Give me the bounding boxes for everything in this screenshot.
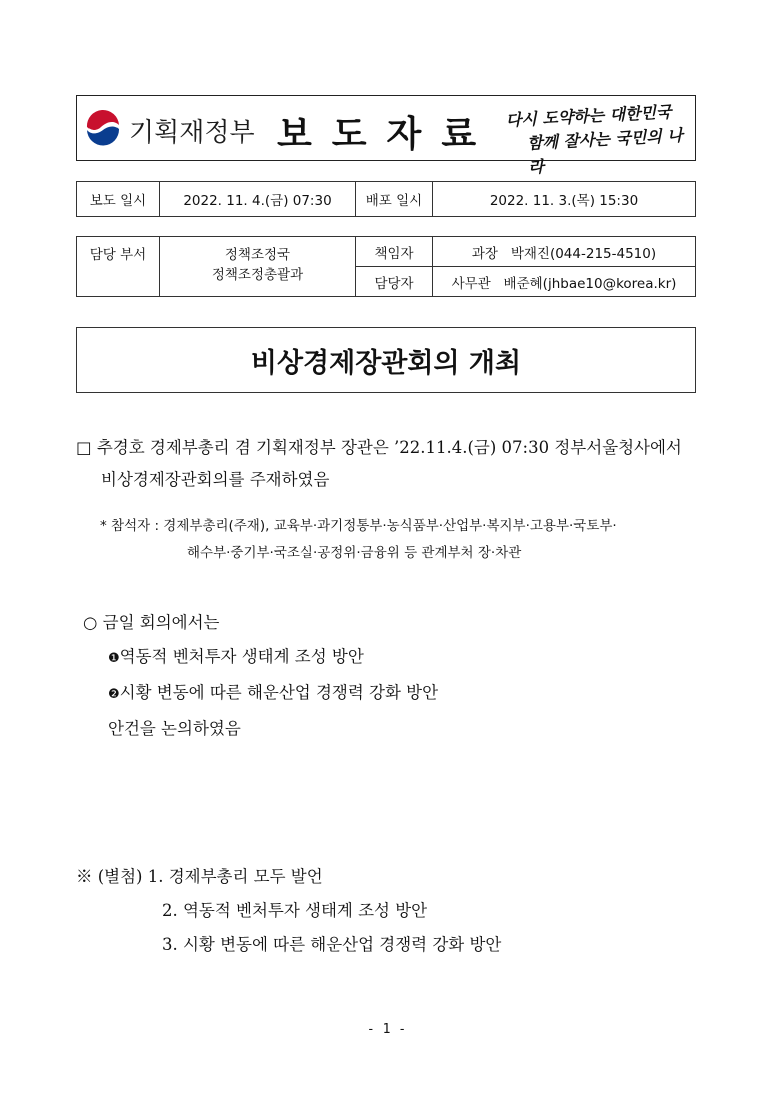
title-box: [76, 327, 696, 393]
slogan-line-1: 다시 도약하는 대한민국: [505, 102, 672, 130]
paragraph-line-1: □ 추경호 경제부총리 겸 기획재정부 장관은 ’22.11.4.(금) 07:30 정부서울청사에서: [76, 438, 682, 457]
ministry-name: 기획재정부: [129, 118, 255, 148]
agenda-item-1-text: 역동적 벤처투자 생태계 조성 방안: [119, 647, 364, 666]
department-value: [160, 237, 356, 297]
department-line-2: 정책조정총괄과: [211, 267, 304, 283]
attendees-note: [100, 513, 705, 567]
agenda-intro: ○ 금일 회의에서는: [83, 613, 220, 632]
attachment-item-2: 2. 역동적 벤처투자 생태계 조성 방안: [162, 901, 428, 920]
government-logo-icon: [83, 109, 123, 149]
release-date-value: 2022. 11. 4.(금) 07:30: [160, 182, 356, 217]
agenda-section: [83, 606, 438, 746]
attachment-item-1: 1. 경제부총리 모두 발언: [147, 867, 323, 886]
distribute-date-value: 2022. 11. 3.(목) 15:30: [433, 182, 696, 217]
contact-label: 담당자: [356, 267, 433, 297]
department-line-1: 정책조정국: [224, 247, 291, 263]
slogan: [505, 99, 693, 181]
note-line-1: * 참석자 : 경제부총리(주재), 교육부·과기정통부·농식품부·산업부·복지부·고용부·국토부·: [100, 518, 617, 534]
agenda-item-2-text: 시황 변동에 따른 해운산업 경쟁력 강화 방안: [119, 683, 439, 702]
agenda-item-1: [83, 640, 438, 676]
page-number: - 1 -: [366, 1022, 407, 1037]
paragraph-line-2: 비상경제장관회의를 주재하였음: [101, 470, 330, 489]
attachment-item-3: 3. 시황 변동에 따른 해운산업 경쟁력 강화 방안: [162, 935, 502, 954]
press-release-title: 보도자료: [277, 114, 497, 155]
contact-info-table: [76, 236, 696, 297]
responsible-value: 과장 박재진(044-215-4510): [433, 237, 696, 267]
note-line-2: 해수부·중기부·국조실·공정위·금융위 등 관계부처 장·차관: [187, 545, 522, 561]
distribute-date-label: 배포 일시: [356, 182, 433, 217]
slogan-line-2: 함께 잘사는 국민의 나라: [526, 125, 684, 177]
department-label: 담당 부서: [77, 237, 160, 297]
number-2-icon: ❷: [108, 687, 120, 702]
attachments-label: ※ (별첨): [76, 867, 148, 886]
release-date-label: 보도 일시: [77, 182, 160, 217]
responsible-label: 책임자: [356, 237, 433, 267]
main-paragraph: [76, 432, 701, 496]
number-1-icon: ❶: [108, 651, 120, 666]
contact-value: 사무관 배준혜(jhbae10@korea.kr): [433, 267, 696, 297]
agenda-outro: 안건을 논의하였음: [108, 719, 241, 738]
attachment-row-1: [76, 860, 501, 894]
press-release-header: [76, 95, 696, 177]
agenda-item-2: [83, 676, 438, 712]
release-info-table: [76, 181, 696, 217]
attachments-section: [76, 860, 501, 962]
page-title: 비상경제장관회의 개최: [250, 347, 522, 379]
